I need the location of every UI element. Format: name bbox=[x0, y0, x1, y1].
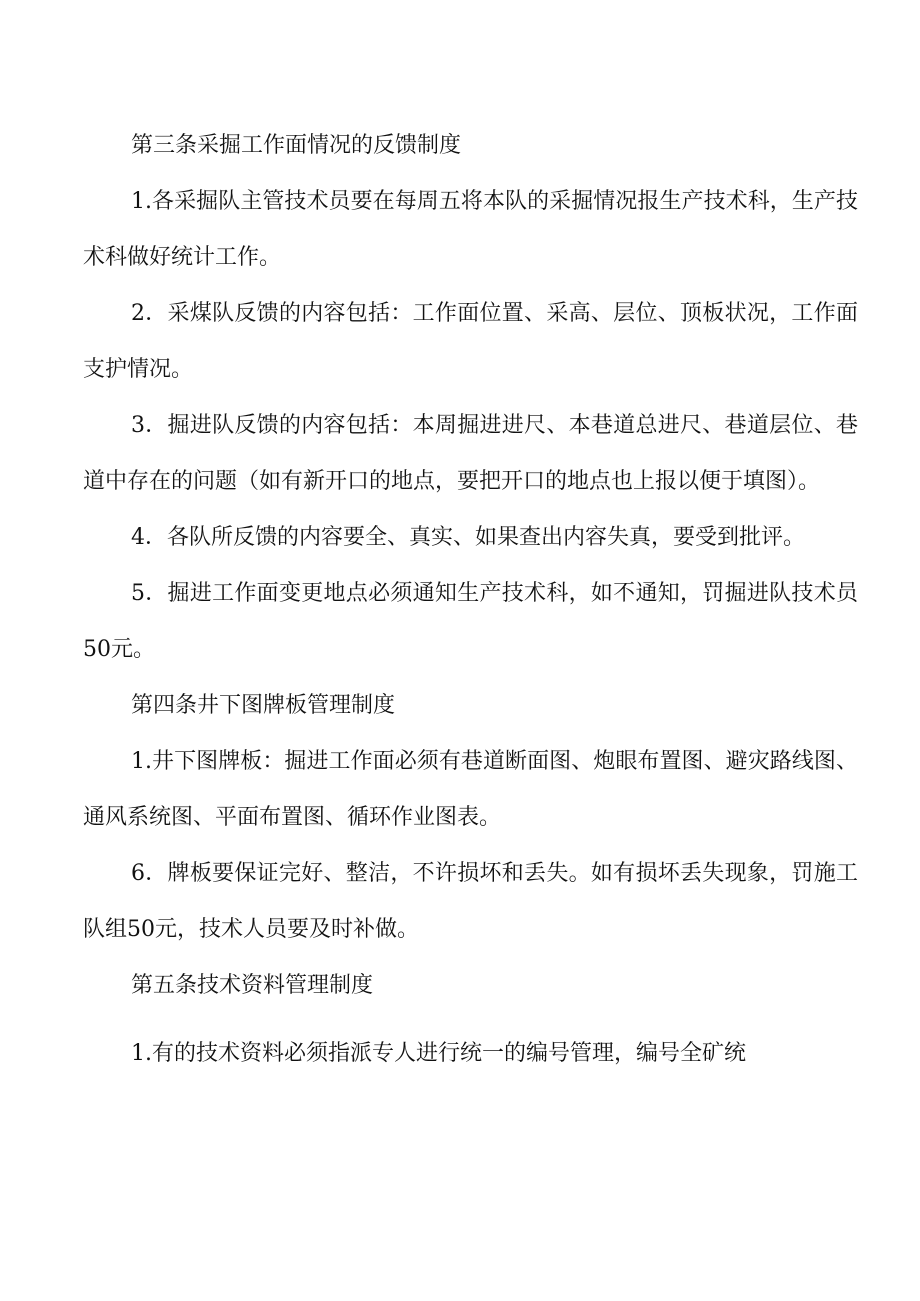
paragraph-5-1: 1.有的技术资料必须指派专人进行统一的编号管理，编号全矿统 bbox=[131, 1041, 746, 1066]
paragraph-4-1: 1.井下图牌板：掘进工作面必须有巷道断面图、炮眼布置图、避灾路线图、通风系统图、平面布置图、循环作业图表。 bbox=[83, 749, 858, 830]
paragraph-3-5: 5．掘进工作面变更地点必须通知生产技术科，如不通知，罚掘进队技术员50元。 bbox=[83, 581, 858, 662]
paragraph-4-6: 6．牌板要保证完好、整洁，不许损坏和丢失。如有损坏丢失现象，罚施工队组50元，技术人员要及时补做。 bbox=[83, 861, 858, 942]
paragraph-3-4: 4．各队所反馈的内容要全、真实、如果查出内容失真，要受到批评。 bbox=[131, 525, 805, 550]
paragraph-3-2: 2．采煤队反馈的内容包括：工作面位置、采高、层位、顶板状况，工作面支护情况。 bbox=[83, 301, 858, 382]
paragraph-3-3: 3．掘进队反馈的内容包括：本周掘进进尺、本巷道总进尺、巷道层位、巷道中存在的问题（如有新开口的地点，要把开口的地点也上报以便于填图）。 bbox=[83, 413, 858, 494]
paragraph-3-1: 1.各采掘队主管技术员要在每周五将本队的采掘情况报生产技术科，生产技术科做好统计工作。 bbox=[83, 189, 858, 270]
paragraph-spacer bbox=[83, 1014, 858, 1026]
section-heading-3: 第三条采掘工作面情况的反馈制度 bbox=[131, 133, 462, 158]
document-body bbox=[83, 118, 858, 1082]
section-heading-4: 第四条井下图牌板管理制度 bbox=[131, 693, 396, 718]
section-heading-5: 第五条技术资料管理制度 bbox=[131, 973, 374, 998]
